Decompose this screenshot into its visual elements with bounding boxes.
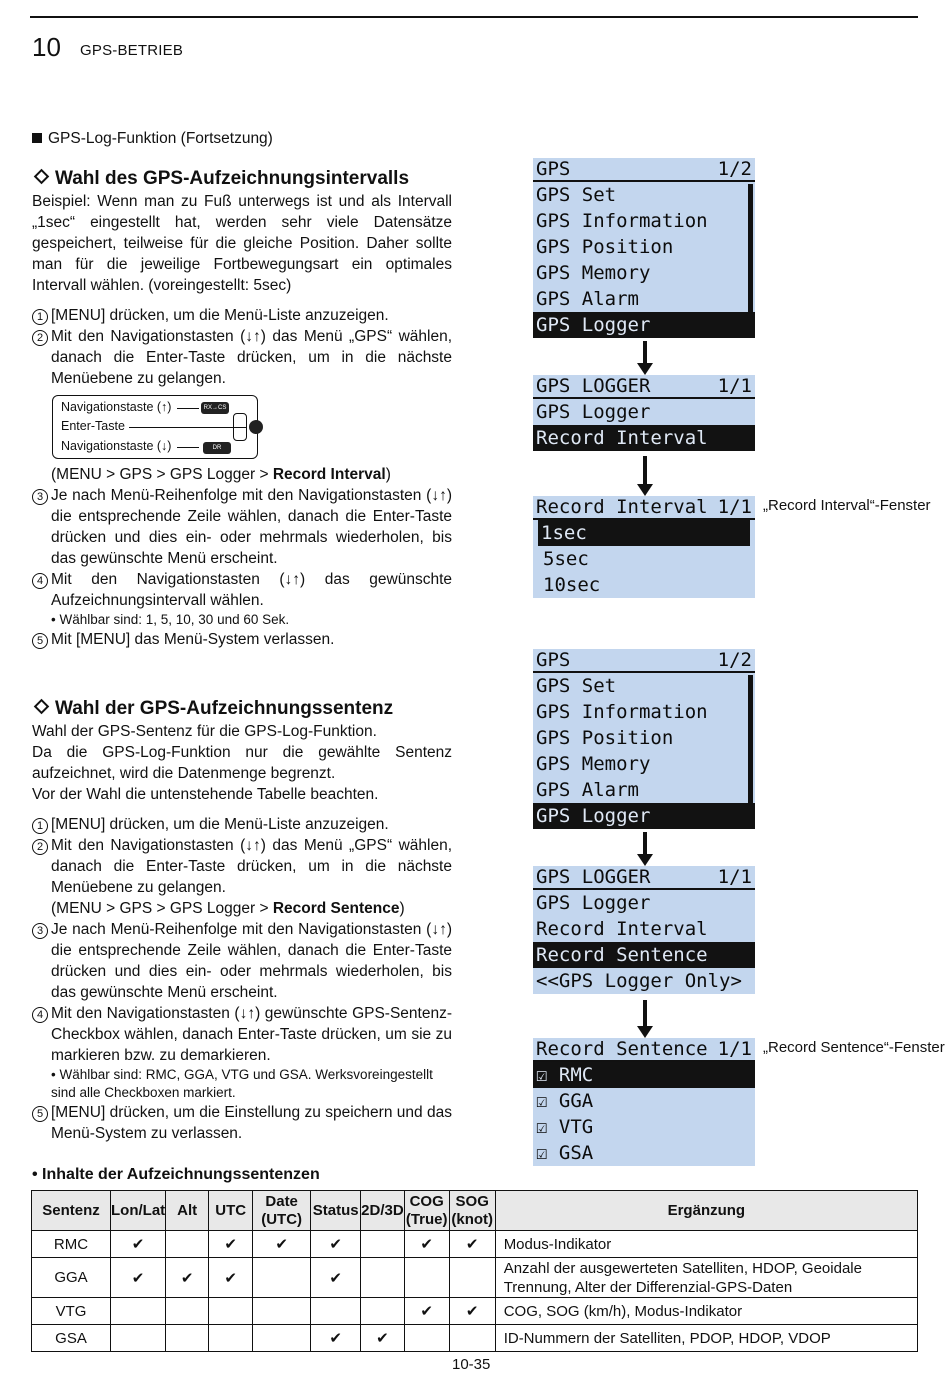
step-number: 2 [32, 330, 48, 346]
lcd-checkbox-item[interactable] [533, 1088, 755, 1114]
column-header: Status [311, 1191, 361, 1231]
lcd-title: Record Sentence [536, 1038, 708, 1060]
lcd-item-selected[interactable]: Record Interval [533, 425, 755, 451]
lcd-page: 1/1 [717, 496, 752, 518]
checkbox-checked-icon: ☑ [536, 1142, 548, 1164]
lcd-item[interactable]: 10sec [543, 574, 601, 596]
check-cell [253, 1325, 311, 1352]
check-cell [209, 1298, 253, 1325]
lcd-item[interactable]: GPS Set [536, 184, 617, 206]
note-cell: Modus-Indikator [495, 1231, 917, 1258]
lcd-title: GPS [536, 649, 571, 671]
sentence-heading [32, 698, 393, 720]
sentence-name-cell: GGA [32, 1258, 111, 1298]
lcd-item-text: GGA [558, 1090, 594, 1112]
step-number: 5 [32, 633, 48, 649]
scrollbar[interactable] [748, 675, 753, 805]
intro-line: Da die GPS-Log-Funktion nur die gewählte Sentenz aufzeichnet, wird die Datenmenge begrenzt. [32, 744, 452, 782]
table-row [32, 1258, 918, 1298]
step-text: Je nach Menü-Reihenfolge mit den Navigationstasten (↓↑) die entsprechende Zeile wählen, danach die Enter-Taste drücken und dies ein- oder mehrmals wiederholen, bis das gewünschte Menü erscheint. [51, 487, 452, 567]
section-title [32, 130, 273, 148]
step-4 [32, 1003, 452, 1066]
lcd-logger-menu-2 [533, 866, 755, 994]
check-cell [111, 1325, 166, 1352]
table-row [32, 1298, 918, 1325]
check-cell [449, 1258, 495, 1298]
lcd-header [533, 158, 755, 182]
column-header: Sentenz [32, 1191, 111, 1231]
keypad-diagram [52, 395, 258, 459]
lcd-item[interactable]: GPS Set [536, 675, 617, 697]
nav-down-label: Navigationstaste (↓) [61, 439, 172, 453]
lcd-page: 1/1 [717, 1038, 752, 1060]
diamond-icon [34, 169, 50, 185]
sentence-intro [32, 721, 452, 805]
lcd-item-selected[interactable]: GPS Logger [533, 312, 755, 338]
step-text: Mit den Navigationstasten (↓↑) das gewünschte Aufzeichnungsintervall wählen. [51, 571, 452, 609]
leader-line [129, 427, 247, 428]
page-number: 10-35 [452, 1356, 491, 1373]
lcd-item[interactable]: Record Interval [536, 918, 708, 940]
sentence-heading-text: Wahl der GPS-Aufzeichnungssentenz [55, 698, 394, 719]
check-cell: ✔ [404, 1298, 449, 1325]
lcd-checkbox-item[interactable] [533, 1114, 755, 1140]
lcd-item-text: 1sec [538, 520, 750, 546]
lcd-title: GPS LOGGER [536, 375, 651, 397]
check-cell: ✔ [311, 1258, 361, 1298]
lcd-item-selected[interactable]: GPS Logger [533, 803, 755, 829]
step-5 [32, 629, 452, 650]
sentence-table [31, 1190, 918, 1352]
leader-line [177, 447, 199, 448]
check-cell: ✔ [449, 1231, 495, 1258]
lcd-item-text: GSA [558, 1142, 594, 1164]
check-cell: ✔ [311, 1231, 361, 1258]
check-cell [361, 1298, 405, 1325]
column-header: COG (True) [404, 1191, 449, 1231]
section-title-text: GPS-Log-Funktion (Fortsetzung) [48, 130, 273, 147]
step-3 [32, 919, 452, 1003]
step-text: Je nach Menü-Reihenfolge mit den Navigationstasten (↓↑) die entsprechende Zeile wählen, danach die Enter-Taste drücken und dies ein- oder mehrmals wiederholen, bis das gewünschte Menü erscheint. [51, 921, 452, 1001]
caption-interval: „Record Interval“-Fenster [763, 497, 931, 514]
lcd-title: Record Interval [536, 496, 708, 518]
step-number: 3 [32, 489, 48, 505]
checkbox-checked-icon: ☑ [536, 1064, 548, 1086]
interval-note: • Wählbar sind: 1, 5, 10, 30 und 60 Sek. [51, 612, 290, 627]
lcd-item-text: VTG [558, 1116, 594, 1138]
check-cell [449, 1325, 495, 1352]
step-number: 4 [32, 573, 48, 589]
header-rule [30, 16, 918, 18]
step-number: 2 [32, 839, 48, 855]
check-cell [166, 1298, 209, 1325]
key-frame-icon [233, 413, 247, 441]
path-end: ) [399, 900, 405, 917]
column-header: Alt [166, 1191, 209, 1231]
lcd-checkbox-item[interactable] [533, 1140, 755, 1166]
scrollbar[interactable] [748, 184, 753, 314]
interval-heading-text: Wahl des GPS-Aufzeichnungsintervalls [55, 168, 410, 189]
step-5 [32, 1102, 452, 1144]
lcd-record-interval [533, 496, 755, 598]
arrow-down-icon [637, 1000, 653, 1038]
sentence-note: • Wählbar sind: RMC, GGA, VTG und GSA. Werksvoreingestellt sind alle Checkboxen markiert. [51, 1067, 433, 1100]
lcd-header [533, 866, 755, 890]
step-4 [32, 569, 452, 611]
column-header: UTC [209, 1191, 253, 1231]
interval-intro: Beispiel: Wenn man zu Fuß unterwegs ist und als Intervall „1sec“ eingestellt hat, werden sehr viele Datensätze gespeichert, teilweise für die gleiche Position. Daher sollte man für die jeweilige Fortbewegungsart ein optimales Intervall wählen. (voreingestellt: 5sec) [32, 193, 452, 294]
arrow-down-icon [637, 341, 653, 375]
step-text: Mit den Navigationstasten (↓↑) gewünschte GPS-Sentenz-Checkbox wählen, danach Enter-Taste drücken, um sie zu markieren bzw. zu demarkieren. [51, 1005, 452, 1064]
lcd-item[interactable]: GPS Logger [536, 892, 651, 914]
check-cell: ✔ [404, 1231, 449, 1258]
lcd-header [533, 649, 755, 673]
lcd-record-sentence [533, 1038, 755, 1166]
path-text: (MENU > GPS > GPS Logger > [51, 900, 273, 917]
lcd-gps-menu-2 [533, 649, 755, 829]
step-3 [32, 485, 452, 569]
path-bold: Record Interval [272, 466, 386, 483]
lcd-item[interactable]: GPS Memory [536, 753, 651, 775]
lcd-item[interactable]: GPS Alarm [536, 288, 639, 310]
interval-steps [32, 305, 452, 389]
check-cell: ✔ [166, 1258, 209, 1298]
lcd-item[interactable]: GPS Logger [536, 401, 651, 423]
enter-label: Enter-Taste [61, 419, 125, 433]
lcd-item[interactable]: GPS Information [536, 701, 708, 723]
lcd-item[interactable]: GPS Information [536, 210, 708, 232]
table-row [32, 1231, 918, 1258]
column-header: 2D/3D [361, 1191, 405, 1231]
check-cell [209, 1325, 253, 1352]
step-number: 1 [32, 309, 48, 325]
lcd-gps-menu [533, 158, 755, 338]
step-text: Mit [MENU] das Menü-System verlassen. [51, 631, 335, 648]
lcd-page: 1/2 [717, 158, 752, 180]
column-header: Lon/Lat [111, 1191, 166, 1231]
lcd-header [533, 375, 755, 399]
sentence-steps [32, 814, 452, 1144]
lcd-item-selected[interactable]: Record Sentence [533, 942, 755, 968]
lcd-item[interactable]: GPS Position [536, 727, 674, 749]
check-cell: ✔ [311, 1325, 361, 1352]
intro-line: Wahl der GPS-Sentenz für die GPS-Log-Funktion. [32, 723, 377, 740]
check-cell: ✔ [111, 1258, 166, 1298]
nav-up-label: Navigationstaste (↑) [61, 400, 172, 414]
path-bold: Record Sentence [272, 900, 400, 917]
note-cell: Anzahl der ausgewerteten Satelliten, HDOP, Geoidale Trennung, Alter der Differenzial-GPS-Daten [495, 1258, 917, 1298]
lcd-checkbox-item-selected[interactable] [533, 1062, 755, 1088]
interval-menu-path [51, 464, 451, 485]
lcd-item-selected[interactable] [533, 520, 755, 546]
check-cell: ✔ [253, 1231, 311, 1258]
intro-line: Vor der Wahl die untenstehende Tabelle beachten. [32, 786, 379, 803]
checkbox-checked-icon: ☑ [536, 1116, 548, 1138]
check-cell [361, 1231, 405, 1258]
lcd-header [533, 496, 755, 520]
sentence-name-cell: RMC [32, 1231, 111, 1258]
lcd-header [533, 1038, 755, 1062]
dr-key-icon: DR [203, 442, 231, 454]
check-cell [311, 1298, 361, 1325]
lcd-logger-menu [533, 375, 755, 451]
step-text: Mit den Navigationstasten (↓↑) das Menü „GPS“ wählen, danach die Enter-Taste drücken, um in die nächste Menüebene zu gelangen. [51, 328, 452, 387]
lcd-title: GPS [536, 158, 571, 180]
check-cell: ✔ [111, 1231, 166, 1258]
rx-cs-key-icon: RX→CS [201, 402, 229, 414]
lcd-page: 1/2 [717, 649, 752, 671]
caption-sentence: „Record Sentence“-Fenster [763, 1039, 945, 1056]
step-number: 4 [32, 1007, 48, 1023]
square-bullet-icon [32, 133, 42, 143]
column-header: Date (UTC) [253, 1191, 311, 1231]
path-text: (MENU > GPS > GPS Logger > [51, 466, 273, 483]
lcd-item[interactable]: GPS Alarm [536, 779, 639, 801]
step-number: 5 [32, 1106, 48, 1122]
interval-steps-2 [32, 485, 452, 650]
checkbox-checked-icon: ☑ [536, 1090, 548, 1112]
check-cell [166, 1325, 209, 1352]
check-cell [111, 1298, 166, 1325]
check-cell [361, 1258, 405, 1298]
lcd-item[interactable]: GPS Memory [536, 262, 651, 284]
column-header: Ergänzung [495, 1191, 917, 1231]
step-2 [32, 835, 452, 898]
chapter-title: GPS-BETRIEB [80, 42, 184, 59]
leader-line [177, 408, 199, 409]
check-cell [253, 1258, 311, 1298]
check-cell [404, 1258, 449, 1298]
path-end: ) [385, 466, 391, 483]
step-text: [MENU] drücken, um die Einstellung zu speichern und das Menü-System zu verlassen. [51, 1104, 452, 1142]
step-1 [32, 814, 452, 835]
chapter-number: 10 [32, 32, 61, 62]
lcd-item[interactable]: GPS Position [536, 236, 674, 258]
check-cell [404, 1325, 449, 1352]
enter-key-icon [249, 420, 263, 434]
table-row [32, 1325, 918, 1352]
note-cell: COG, SOG (km/h), Modus-Indikator [495, 1298, 917, 1325]
arrow-down-icon [637, 832, 653, 866]
lcd-item[interactable]: <<GPS Logger Only> [536, 970, 742, 992]
check-cell [166, 1231, 209, 1258]
sentence-name-cell: GSA [32, 1325, 111, 1352]
lcd-item-text: RMC [558, 1064, 594, 1086]
check-cell: ✔ [209, 1258, 253, 1298]
diamond-icon [34, 699, 50, 715]
check-cell: ✔ [449, 1298, 495, 1325]
lcd-title: GPS LOGGER [536, 866, 651, 888]
check-cell: ✔ [209, 1231, 253, 1258]
step-1 [32, 305, 452, 326]
step-text: [MENU] drücken, um die Menü-Liste anzuzeigen. [51, 307, 389, 324]
check-cell [253, 1298, 311, 1325]
lcd-page: 1/1 [717, 866, 752, 888]
step-number: 3 [32, 923, 48, 939]
lcd-item[interactable]: 5sec [543, 548, 589, 570]
column-header: SOG (knot) [449, 1191, 495, 1231]
step-text: [MENU] drücken, um die Menü-Liste anzuzeigen. [51, 816, 389, 833]
table-header-row [32, 1191, 918, 1231]
sentence-menu-path [32, 898, 452, 919]
interval-heading [32, 168, 409, 190]
note-cell: ID-Nummern der Satelliten, PDOP, HDOP, VDOP [495, 1325, 917, 1352]
arrow-down-icon [637, 456, 653, 496]
table-title: • Inhalte der Aufzeichnungssentenzen [32, 1166, 320, 1183]
step-number: 1 [32, 818, 48, 834]
lcd-page: 1/1 [717, 375, 752, 397]
check-cell: ✔ [361, 1325, 405, 1352]
sentence-name-cell: VTG [32, 1298, 111, 1325]
step-2 [32, 326, 452, 389]
step-text: Mit den Navigationstasten (↓↑) das Menü „GPS“ wählen, danach die Enter-Taste drücken, um in die nächste Menüebene zu gelangen. [51, 837, 452, 896]
